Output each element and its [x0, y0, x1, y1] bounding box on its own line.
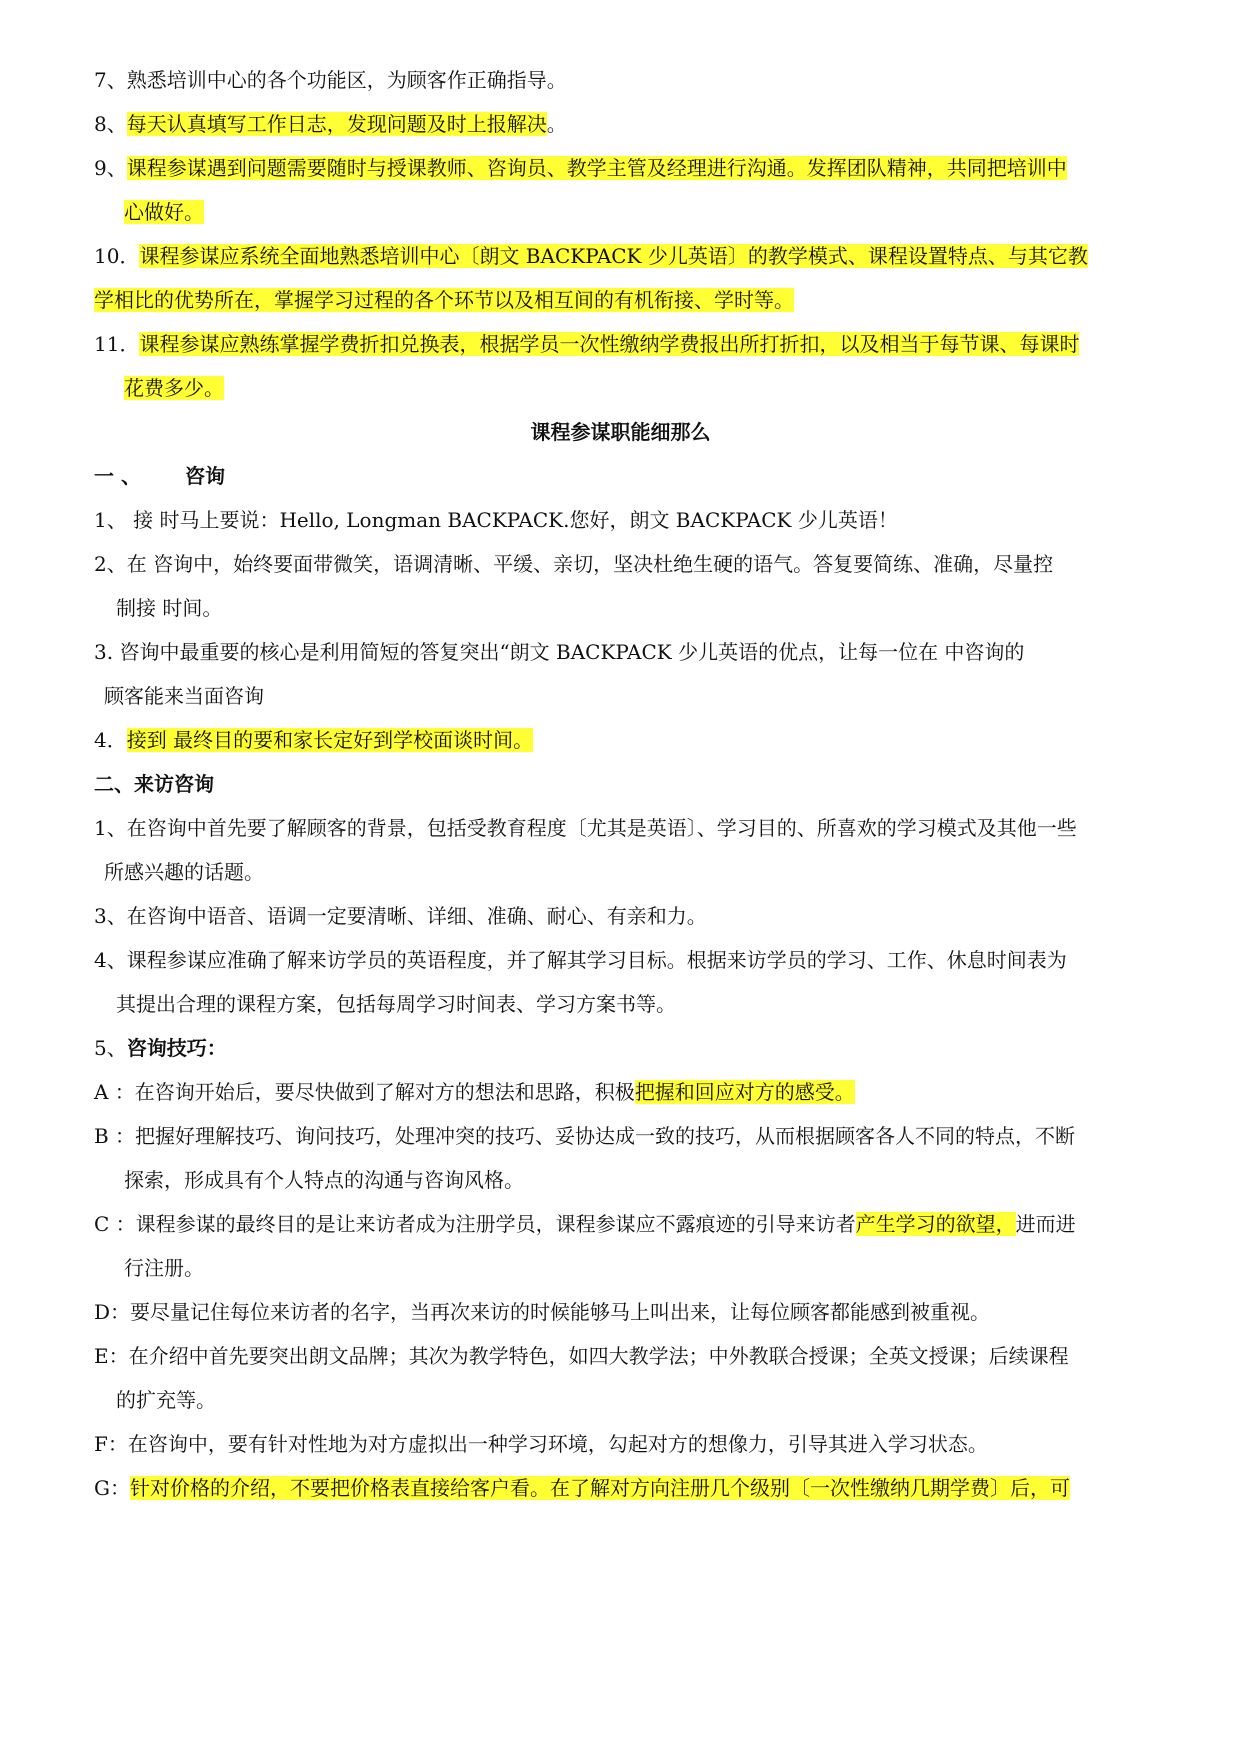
item-10-highlight-line2: 学相比的优势所在，掌握学习过程的各个环节以及相互间的有机衔接、学时等。: [94, 288, 794, 312]
item-7-text: 7、熟悉培训中心的各个功能区，为顾客作正确指导。: [94, 68, 567, 92]
phone-point-3-line1: 3. 咨询中最重要的核心是利用简短的答复突出“朗文 BACKPACK 少儿英语的优点，让每一位在 中咨询的: [94, 640, 1025, 664]
item-8: [94, 110, 567, 138]
visit-point-5-number: 5、: [94, 1036, 127, 1060]
tip-b-line2: 探索，形成具有个人特点的沟通与咨询风格。: [124, 1168, 524, 1192]
tip-c-text: C ：课程参谋的最终目的是让来访者成为注册学员，课程参谋应不露痕迹的引导来访者: [94, 1212, 856, 1236]
phone-point-4-number: 4．: [94, 728, 127, 752]
item-10-number: 10．: [94, 244, 140, 268]
tip-e-line2: 的扩充等。: [116, 1388, 216, 1412]
tip-c-line2: 行注册。: [124, 1256, 204, 1280]
visit-point-3: 3、在咨询中语音、语调一定要清晰、详细、准确、耐心、有亲和力。: [94, 904, 707, 928]
item-8-highlight: 每天认真填写工作日志，发现问题及时上报解决: [126, 112, 547, 136]
item-9-highlight-line2: 心做好。: [124, 200, 204, 224]
item-11-highlight-line2: 花费多少。: [124, 376, 224, 400]
visit-point-4-line1: 4、课程参谋应准确了解来访学员的英语程度，并了解其学习目标。根据来访学员的学习、工作、休息时间表为: [94, 948, 1067, 972]
visit-point-1-line1: 1、在咨询中首先要了解顾客的背景，包括受教育程度〔尤其是英语〕、学习目的、所喜欢的学习模式及其他一些: [94, 816, 1077, 840]
phone-point-3-line2: 顾客能来当面咨询: [104, 684, 264, 708]
tip-a: [94, 1078, 855, 1106]
tip-b-line1: B ：把握好理解技巧、询问技巧，处理冲突的技巧、妥协达成一致的技巧，从而根据顾客各人不同的特点，不断: [94, 1124, 1076, 1148]
item-10: [94, 242, 1088, 270]
tip-f: F：在咨询中，要有针对性地为对方虚拟出一种学习环境，勾起对方的想像力，引导其进入学习状态。: [94, 1432, 988, 1456]
item-11-number: 11．: [94, 332, 140, 356]
visit-point-1-line2: 所感兴趣的话题。: [104, 860, 264, 884]
tip-g-highlight: 针对价格的介绍，不要把价格表直接给客户看。在了解对方向注册几个级别〔一次性缴纳几期学费〕后，可: [129, 1476, 1070, 1500]
item-9-cont: [124, 198, 204, 226]
item-10-cont: [94, 286, 794, 314]
phone-heading: [94, 462, 225, 490]
phone-point-2-line2: 制接 时间。: [116, 596, 223, 620]
item-9-highlight-line1: 课程参谋遇到问题需要随时与授课教师、咨询员、教学主管及经理进行沟通。发挥团队精神，共同把培训中: [126, 156, 1067, 180]
tip-c-tail: 进而进: [1015, 1212, 1076, 1236]
tip-g-label: G：: [94, 1476, 130, 1500]
visit-point-5: [94, 1034, 227, 1062]
tip-d: D：要尽量记住每位来访者的名字，当再次来访的时候能够马上叫出来，让每位顾客都能感到被重视。: [94, 1300, 991, 1324]
item-8-end: 。: [546, 112, 567, 136]
phone-point-4: [94, 726, 533, 754]
item-10-highlight-line1: 课程参谋应系统全面地熟悉培训中心〔朗文 BACKPACK 少儿英语〕的教学模式、课程设置特点、与其它教: [139, 244, 1088, 268]
item-7: [94, 66, 567, 94]
item-11-cont: [124, 374, 224, 402]
phone-point-1: 1、 接 时马上要说：Hello, Longman BACKPACK.您好，朗文 BACKPACK 少儿英语！: [94, 508, 898, 532]
phone-heading-number: 一 、: [94, 464, 141, 488]
tip-a-highlight: 把握和回应对方的感受。: [634, 1080, 855, 1104]
phone-heading-text: 咨询: [184, 464, 225, 488]
phone-point-4-highlight: 接到 最终目的要和家长定好到学校面谈时间。: [126, 728, 534, 752]
section-title: 课程参谋职能细那么: [530, 420, 711, 444]
visit-heading: 二、来访咨询: [94, 772, 214, 796]
tip-c-highlight: 产生学习的欲望，: [855, 1212, 1016, 1236]
tip-e-line1: E：在介绍中首先要突出朗文品牌；其次为教学特色，如四大教学法；中外教联合授课；全英文授课；后续课程: [94, 1344, 1069, 1368]
tip-c: [94, 1210, 1076, 1238]
phone-point-2-line1: 2、在 咨询中，始终要面带微笑，语调清晰、平缓、亲切，坚决杜绝生硬的语气。答复要简练、准确，尽量控: [94, 552, 1054, 576]
tip-g: [94, 1474, 1070, 1502]
item-9: [94, 154, 1067, 182]
item-9-number: 9、: [94, 156, 127, 180]
tip-a-text: A ：在咨询开始后，要尽快做到了解对方的想法和思路，积极: [94, 1080, 635, 1104]
item-11-highlight-line1: 课程参谋应熟练掌握学费折扣兑换表，根据学员一次性缴纳学费报出所打折扣，以及相当于每节课、每课时: [139, 332, 1080, 356]
visit-point-4-line2: 其提出合理的课程方案，包括每周学习时间表、学习方案书等。: [116, 992, 676, 1016]
visit-point-5-heading: 咨询技巧：: [126, 1036, 227, 1060]
item-8-number: 8、: [94, 112, 127, 136]
item-11: [94, 330, 1079, 358]
